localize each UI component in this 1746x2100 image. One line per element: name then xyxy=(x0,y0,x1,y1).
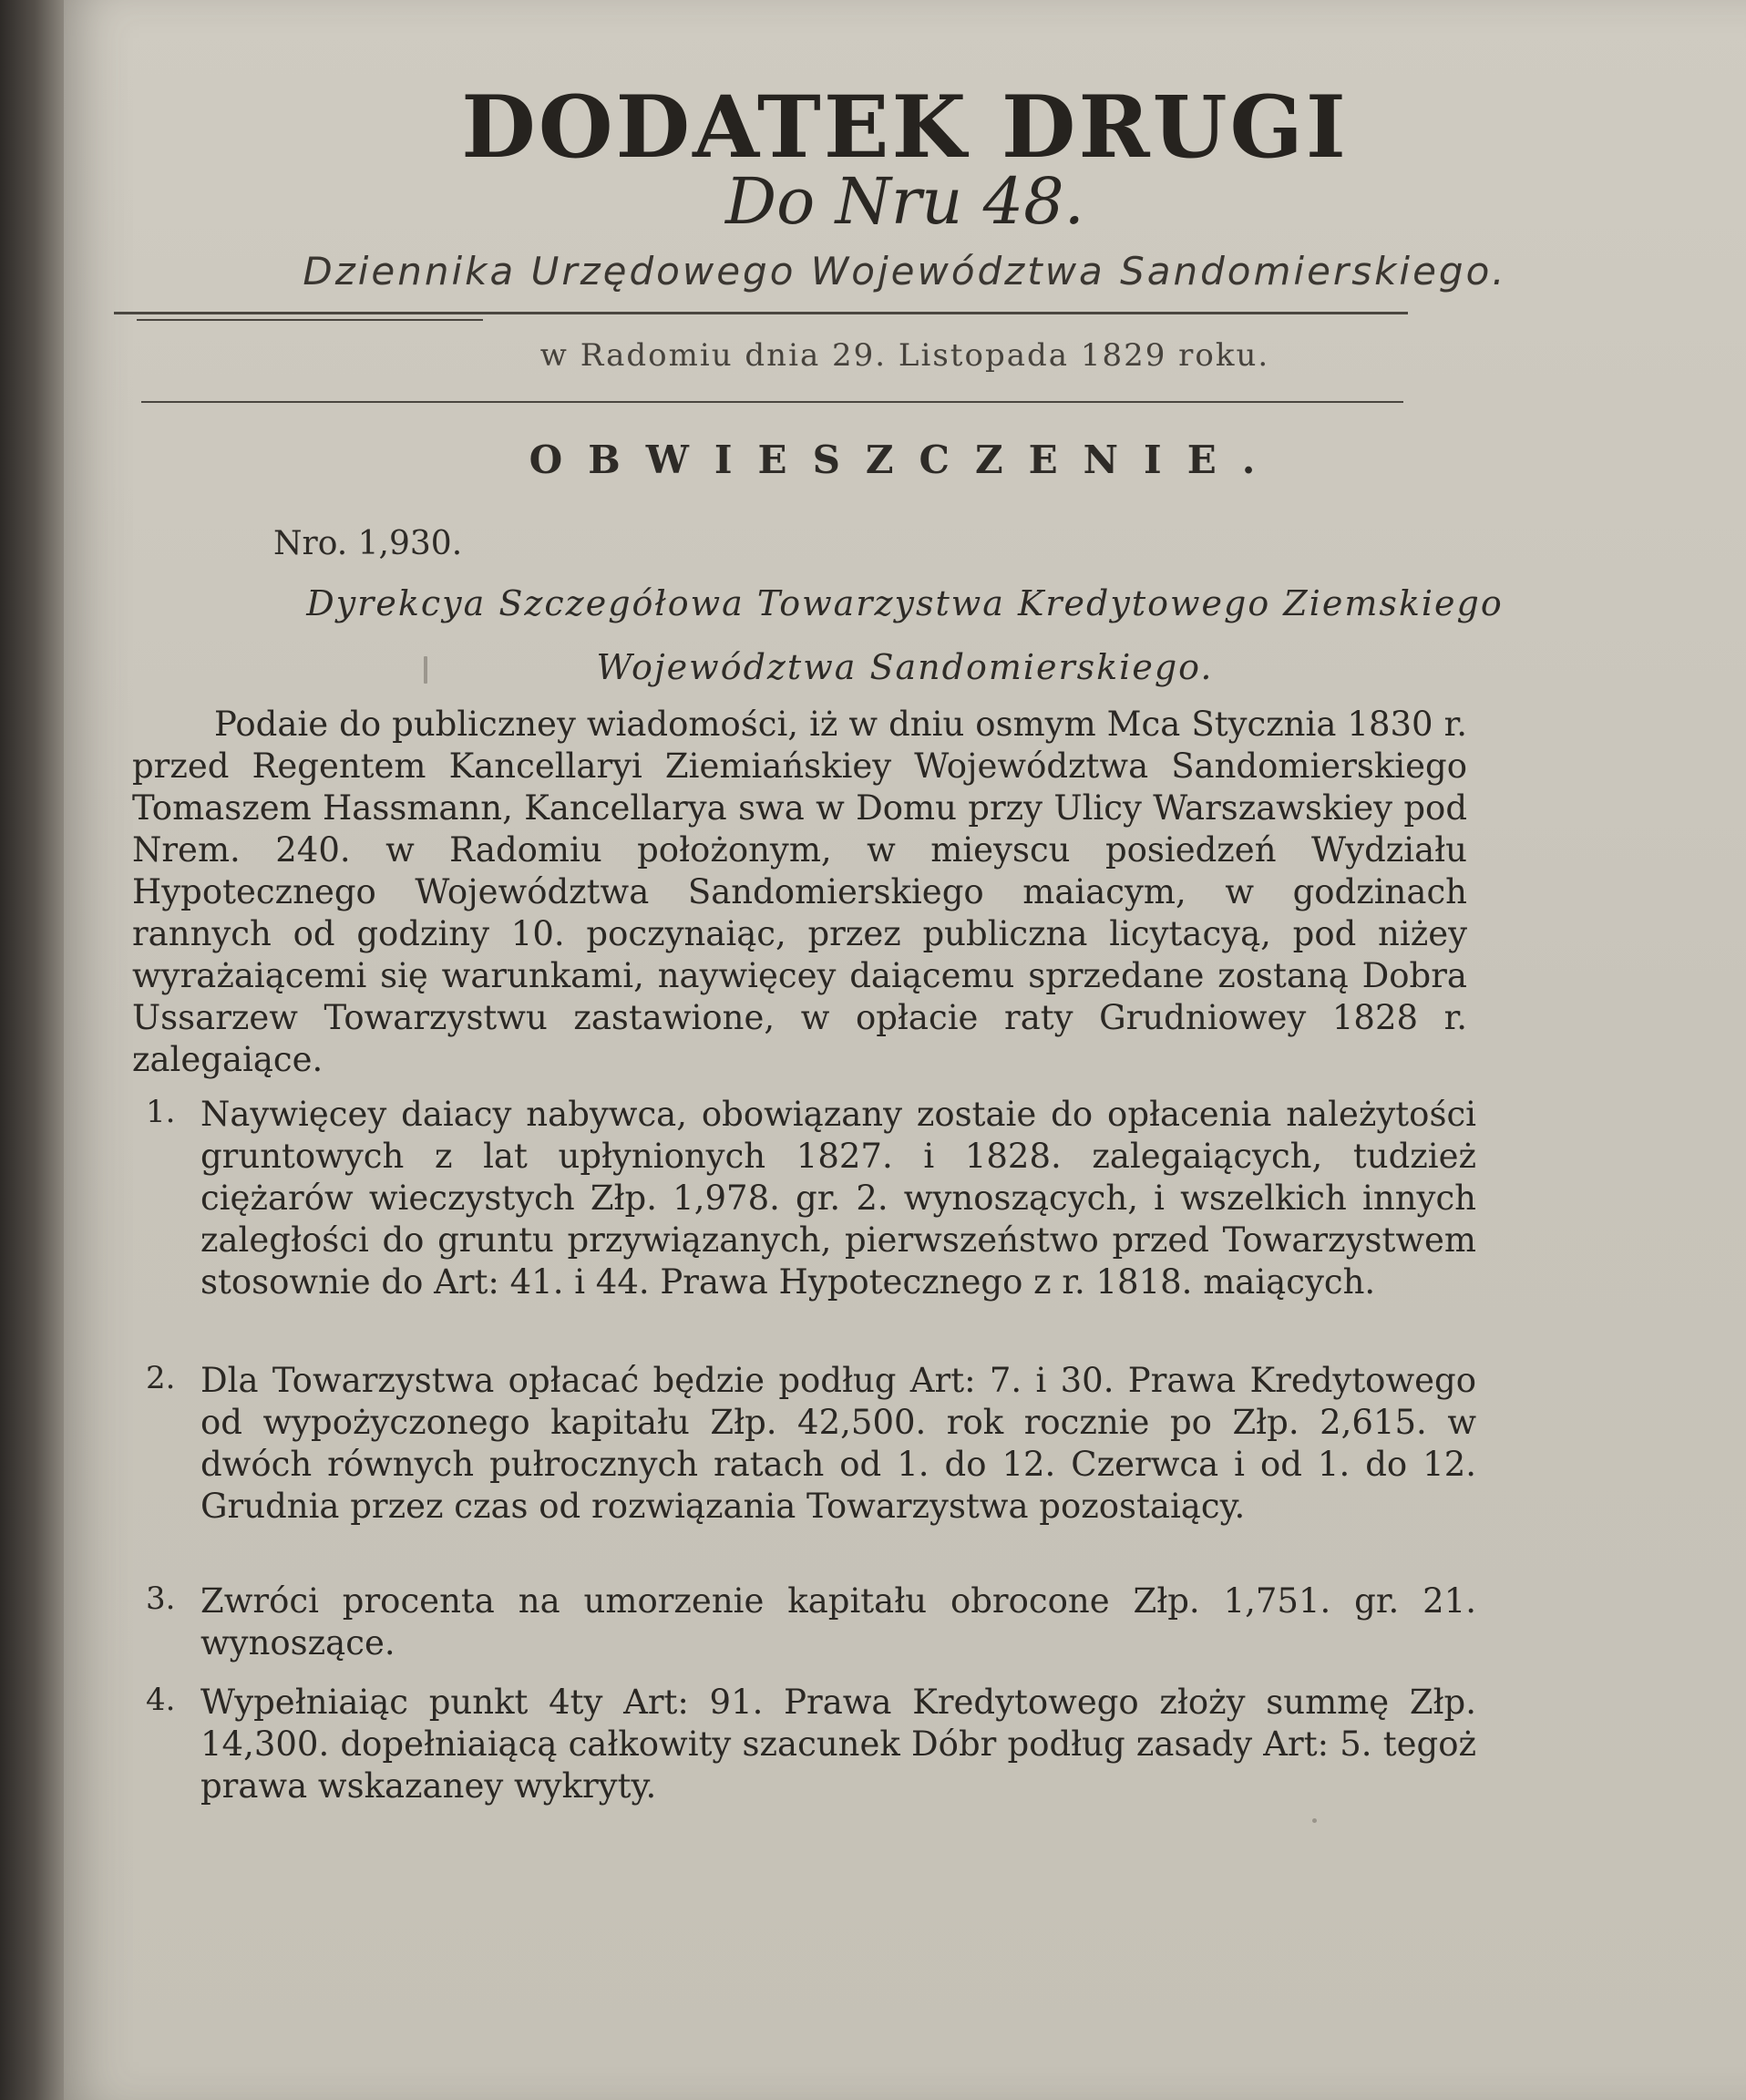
book-spine-edge xyxy=(0,0,64,2100)
ink-mark xyxy=(424,656,427,684)
item-number: 2. xyxy=(146,1360,176,1396)
notice-heading: OBWIESZCZENIE. xyxy=(529,438,1281,482)
item-text: Naywięcey daiacy nabywca, obowiązany zostaie do opłacenia należytości gruntowych z lat upłynionych 1827. i 1828. zalegaiących, tudzież ciężarów wieczystych Złp. 1,978. gr. 2. wynoszących, i wszelkich innych zaległości do gruntu przywiązanych, pierwszeństwo przed Towarzystwem stosownie do Art: 41. i 44. Prawa Hypotecznego z r. 1818. maiących. xyxy=(200,1095,1476,1302)
journal-name: Dziennika Urzędowego Województwa Sandomierskiego. xyxy=(303,249,1507,293)
item-text: Zwróci procenta na umorzenie kapitału obrocone Złp. 1,751. gr. 21. wynoszące. xyxy=(200,1581,1476,1662)
item-number: 1. xyxy=(146,1094,176,1130)
supplement-title: DODATEK DRUGI xyxy=(461,77,1349,178)
document-page xyxy=(64,0,1746,2100)
authority-line-2: Województwa Sandomierskiego. xyxy=(596,647,1214,687)
notice-number: Nro. 1,930. xyxy=(273,525,463,562)
item-text: Wypełniaiąc punkt 4ty Art: 91. Prawa Kredytowego złoży summę Złp. 14,300. dopełniaiącą całkowity szacunek Dóbr podług zasady Art: 5. tegoż prawa wskazaney wykryty. xyxy=(200,1683,1476,1806)
header-rule-accent xyxy=(137,319,483,321)
ink-mark xyxy=(1312,1818,1317,1823)
header-rule-bottom xyxy=(141,401,1403,403)
item-number: 4. xyxy=(146,1682,176,1718)
intro-paragraph: Podaie do publiczney wiadomości, iż w dniu osmym Mca Stycznia 1830 r. przed Regentem Kancellaryi Ziemiańskiey Województwa Sandomierskiego Tomaszem Hassmann, Kancellarya swa w Domu przy Ulicy Warszawskiey pod Nrem. 240. w Radomiu położonym, w mieyscu posiedzeń Wydziału Hypotecznego Województwa Sandomierskiego maiacym, w godzinach rannych od godziny 10. poczynaiąc, przez publiczna licytacyą, pod niżey wyrażaiącemi się warunkami, naywięcey daiącemu sprzedane zostaną Dobra Ussarzew Towarzystwu zastawione, w opłacie raty Grudniowey 1828 r. zalegaiące. xyxy=(132,705,1467,1079)
item-number: 3. xyxy=(146,1580,176,1617)
item-text: Dla Towarzystwa opłacać będzie podług Art: 7. i 30. Prawa Kredytowego od wypożyczonego kapitału Złp. 42,500. rok rocznie po Złp. 2,615. w dwóch równych pułrocznych ratach od 1. do 12. Czerwca i od 1. do 12. Grudnia przez czas od rozwiązania Towarzystwa pozostaiący. xyxy=(200,1361,1476,1526)
header-rule-top xyxy=(114,312,1408,314)
authority-line-1: Dyrekcya Szczegółowa Towarzystwa Kredytowego Ziemskiego xyxy=(306,583,1504,623)
place-date-line: w Radomiu dnia 29. Listopada 1829 roku. xyxy=(539,337,1270,374)
issue-number: Do Nru 48. xyxy=(725,164,1084,239)
